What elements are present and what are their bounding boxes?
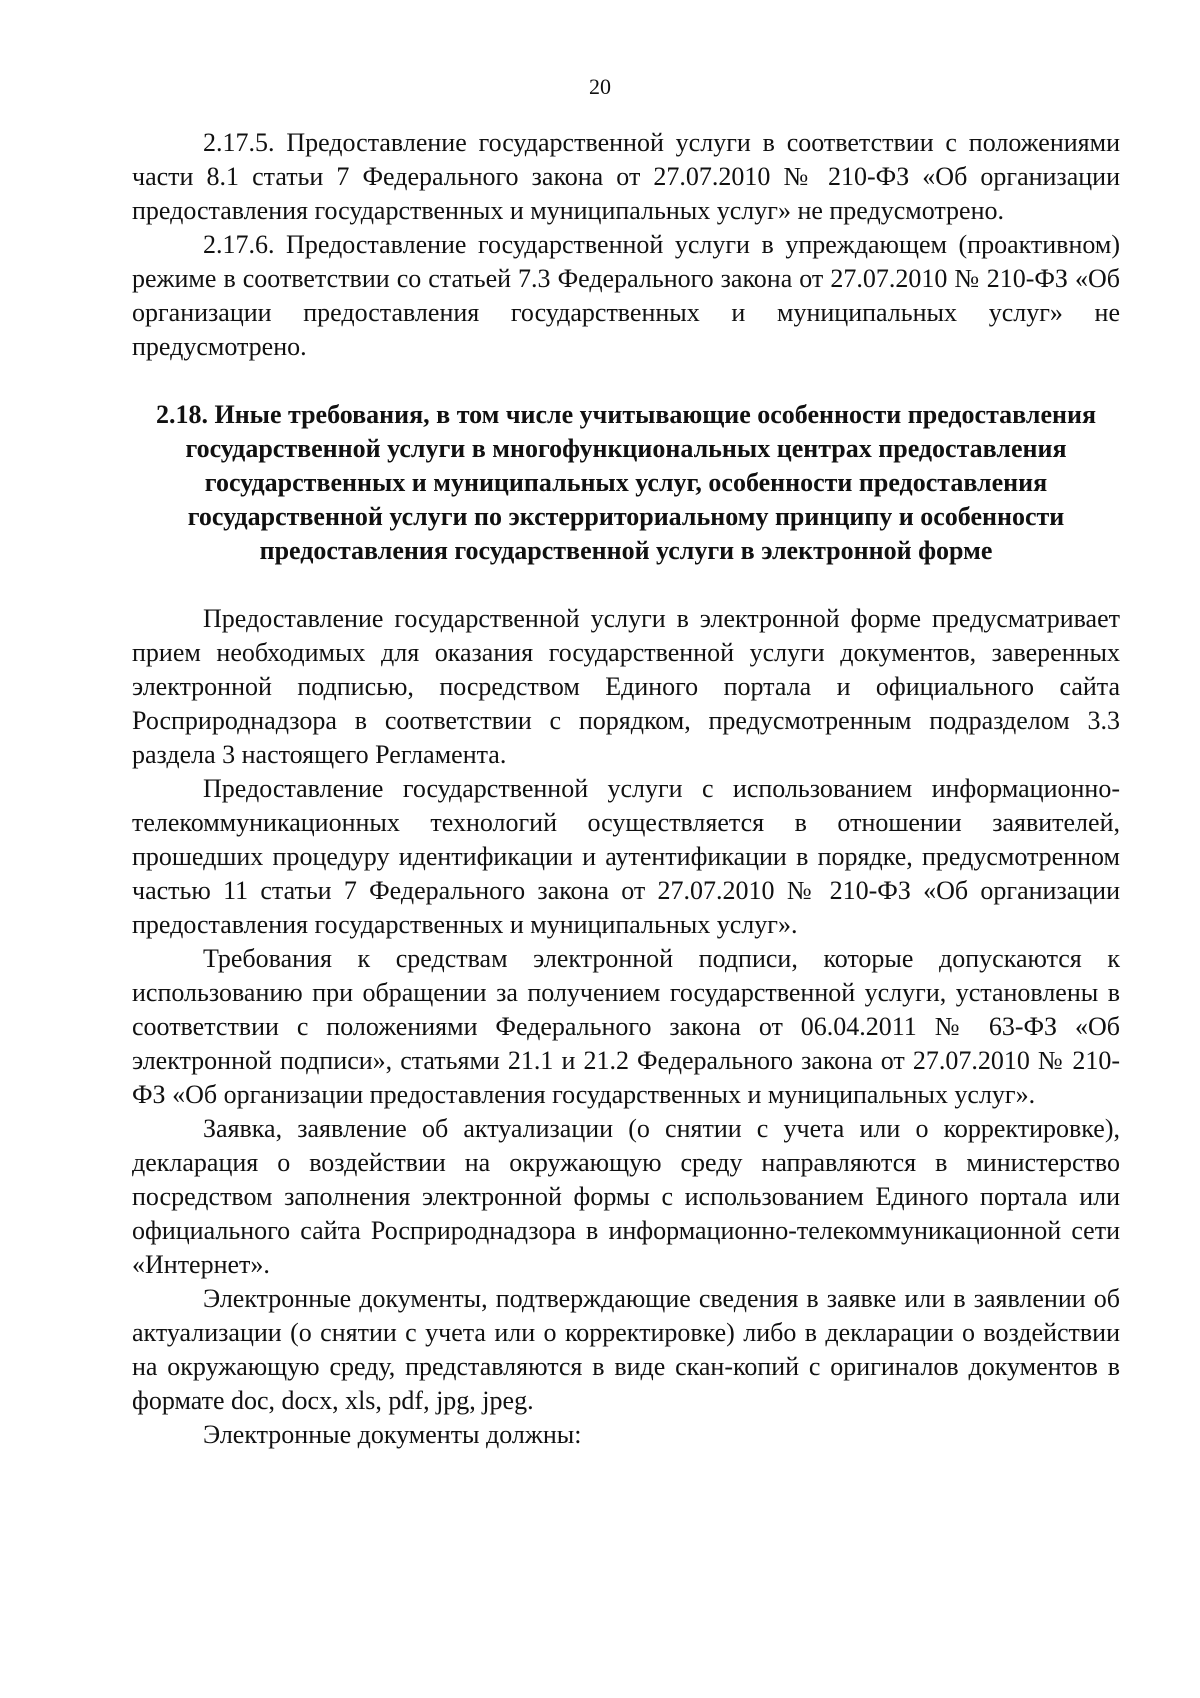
paragraph-2-17-6: 2.17.6. Предоставление государственной услуги в упреждающем (проактивном) режиме в соответствии со статьей 7.3 Федерального закона от 27.07.2010 № 210-ФЗ «Об организации предоставления государственных и муниципальных услуг» не предусмотрено. <box>132 230 1120 361</box>
paragraph-ict-technologies: Предоставление государственной услуги с использованием информационно-телекоммуникационных технологий осуществляется в отношении заявителей, прошедших процедуру идентификации и аутентификации в порядке, предусмотренном частью 11 статьи 7 Федерального закона от 27.07.2010 № 210-ФЗ «Об организации предоставления государственных и муниципальных услуг». <box>132 774 1120 939</box>
paragraph-electronic-documents-must: Электронные документы должны: <box>203 1420 582 1449</box>
paragraph-application-submission: Заявка, заявление об актуализации (о снятии с учета или о корректировке), декларация о воздействии на окружающую среду направляются в министерство посредством заполнения электронной формы с использованием Единого портала или официального сайта Росприроднадзора в информационно-телекоммуникационной сети «Интернет». <box>132 1114 1120 1279</box>
paragraph-e-signature-requirements: Требования к средствам электронной подписи, которые допускаются к использованию при обращении за получением государственной услуги, установлены в соответствии с положениями Федерального закона от 06.04.2011 № 63-ФЗ «Об электронной подписи», статьями 21.1 и 21.2 Федерального закона от 27.07.2010 № 210-ФЗ «Об организации предоставления государственных и муниципальных услуг». <box>132 944 1120 1109</box>
document-body <box>132 126 1120 1452</box>
section-heading-2-18: 2.18. Иные требования, в том числе учитывающие особенности предоставления государственной услуги в многофункциональных центрах предоставления государственных и муниципальных услуг, особенности предоставления государственной услуги по экстерриториальному принципу и особенности предоставления государственной услуги в электронной форме <box>155 400 1097 565</box>
paragraph-2-17-5: 2.17.5. Предоставление государственной услуги в соответствии с положениями части 8.1 статьи 7 Федерального закона от 27.07.2010 № 210-ФЗ «Об организации предоставления государственных и муниципальных услуг» не предусмотрено. <box>132 128 1120 225</box>
paragraph-electronic-documents-formats: Электронные документы, подтверждающие сведения в заявке или в заявлении об актуализации (о снятии с учета или о корректировке) либо в декларации о воздействии на окружающую среду, представляются в виде скан-копий с оригиналов документов в формате doc, docx, xls, pdf, jpg, jpeg. <box>132 1284 1120 1415</box>
page-number: 20 <box>589 74 611 99</box>
paragraph-electronic-form: Предоставление государственной услуги в электронной форме предусматривает прием необходимых для оказания государственной услуги документов, заверенных электронной подписью, посредством Единого портала и официального сайта Росприроднадзора в соответствии с порядком, предусмотренным подразделом 3.3 раздела 3 настоящего Регламента. <box>132 604 1120 769</box>
